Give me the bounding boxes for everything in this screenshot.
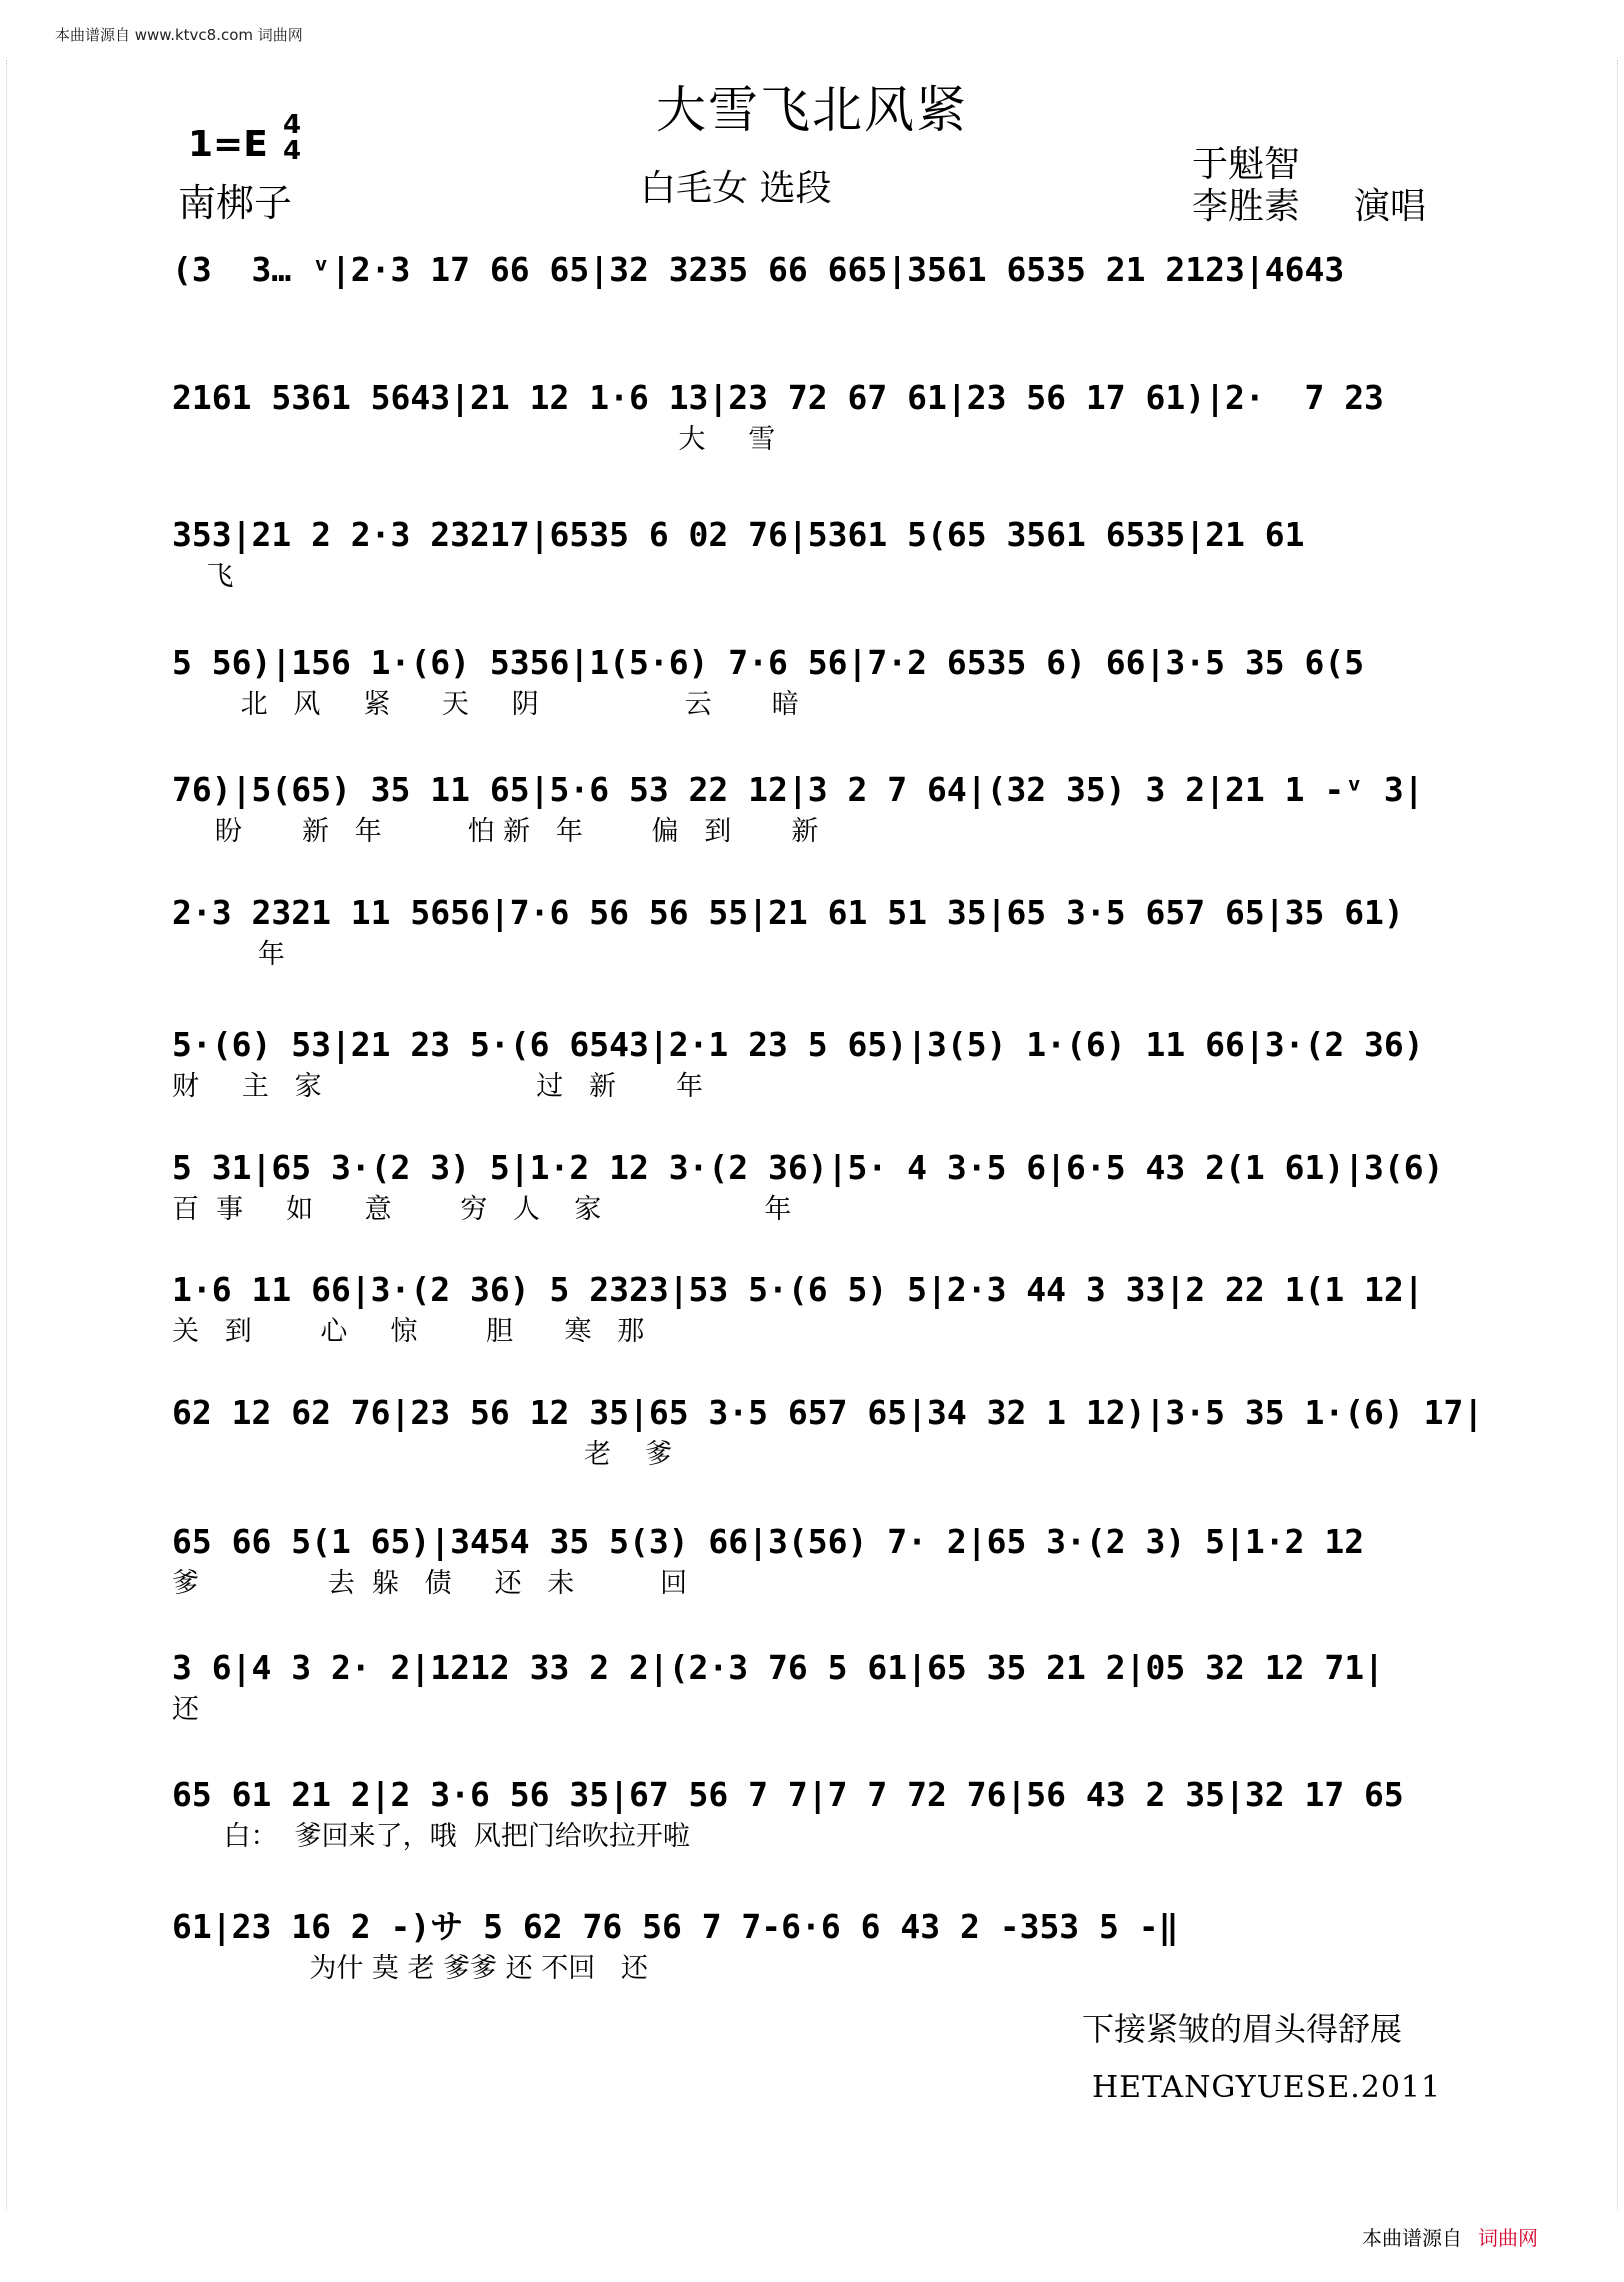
notation-line: 5 31|65 3·(2 3) 5|1·2 12 3·(2 36)|5· 4 3·5 6|6·5 43 2(1 61)|3(6) [172, 1148, 1444, 1187]
notation-line: (3 3… ᵛ|2·3 17 66 65|32 3235 66 665|3561 6535 21 2123|4643 [172, 250, 1345, 289]
notation-line: 5·(6) 53|21 23 5·(6 6543|2·1 23 5 65)|3(5) 1·(6) 11 66|3·(2 36) [172, 1025, 1424, 1064]
notation-line: 3 6|4 3 2· 2|1212 33 2 2|(2·3 76 5 61|65 35 21 2|05 32 12 71| [172, 1648, 1384, 1687]
notation-line: 76)|5(65) 35 11 65|5·6 53 22 12|3 2 7 64|(32 35) 3 2|21 1 -ᵛ 3| [172, 770, 1424, 809]
notation-line: 65 61 21 2|2 3·6 56 35|67 56 7 7|7 7 72 76|56 43 2 35|32 17 65 [172, 1775, 1404, 1814]
lyrics-line: 盼 新 年 怕 新 年 偏 到 新 [172, 816, 819, 847]
lyrics-line: 还 [172, 1694, 199, 1725]
performer-role: 演唱 [1354, 186, 1427, 227]
staff-line [172, 1270, 1462, 1348]
staff-line [172, 1775, 1462, 1853]
staff-line [172, 1522, 1462, 1600]
notation-line: 2161 5361 5643|21 12 1·6 13|23 72 67 61|23 56 17 61)|2· 7 23 [172, 378, 1384, 417]
notation-line: 1·6 11 66|3·(2 36) 5 2323|53 5·(6 5) 5|2·3 44 3 33|2 22 1(1 12| [172, 1270, 1424, 1309]
continuation-note: 下接紧皱的眉头得舒展 [1082, 2010, 1403, 2048]
notation-line: 353|21 2 2·3 23217|6535 6 02 76|5361 5(65 3561 6535|21 61 [172, 515, 1305, 554]
opera-style: 南梆子 [178, 181, 293, 225]
lyrics-line: 为什 莫 老 爹爹 还 不回 还 [172, 1953, 648, 1984]
staff-line [172, 1648, 1462, 1726]
staff-line [172, 1148, 1462, 1226]
footer-site-link[interactable]: 词曲网 [1478, 2226, 1538, 2250]
staff-line [172, 1393, 1484, 1471]
lyrics-line: 爹 去 躲 债 还 未 回 [172, 1568, 688, 1599]
lyrics-line: 大 雪 [172, 424, 776, 455]
notation-line: 5 56)|156 1·(6) 5356|1(5·6) 7·6 56|7·2 6535 6) 66|3·5 35 6(5 [172, 643, 1365, 682]
staff-line [172, 250, 1462, 296]
notation-line: 2·3 2321 11 5656|7·6 56 56 55|21 61 51 35|65 3·5 657 65|35 61) [172, 893, 1404, 932]
transcriber-credit: HETANGYUESE.2011 [1092, 2070, 1442, 2105]
notation-line: 61|23 16 2 -)サ 5 62 76 56 7 7-6·6 6 43 2 -353 5 -‖ [172, 1907, 1179, 1946]
lyrics-line: 北 风 紧 天 阴 云 暗 [172, 689, 799, 720]
song-title: 大雪飞北风紧 [656, 81, 968, 139]
notation-line: 65 66 5(1 65)|3454 35 5(3) 66|3(56) 7· 2|65 3·(2 3) 5|1·2 12 [172, 1522, 1365, 1561]
footer-source: 本曲谱源自 [1362, 2226, 1462, 2250]
notation-line: 62 12 62 76|23 56 12 35|65 3·5 657 65|34 32 1 12)|3·5 35 1·(6) 17| [172, 1393, 1484, 1432]
staff-line [172, 378, 1462, 456]
lyrics-line: 老 爹 [172, 1439, 673, 1470]
staff-line [172, 1025, 1462, 1103]
lyrics-line: 年 [172, 939, 285, 970]
lyrics-line: 关 到 心 惊 胆 寒 那 [172, 1316, 645, 1347]
staff-line [172, 515, 1462, 593]
lyrics-line: 飞 [172, 561, 234, 592]
footer [1362, 2222, 1538, 2251]
right-watermark-strip [1601, 60, 1618, 2210]
staff-line [172, 643, 1462, 721]
lyrics-line: 白： 爹回来了，哦 风把门给吹拉开啦 [172, 1821, 690, 1852]
performer-1: 于魁智 [1192, 144, 1301, 185]
staff-line [172, 893, 1462, 971]
time-signature-top: 4 [283, 110, 302, 140]
lyrics-line: 百 事 如 意 穷 人 家 年 [172, 1194, 792, 1225]
lyrics-line: 财 主 家 过 新 年 [172, 1071, 704, 1102]
source-header: 本曲谱源自 www.ktvc8.com 词曲网 [55, 26, 303, 44]
staff-line [172, 1907, 1462, 1985]
key-signature: 1=E [188, 124, 268, 165]
left-watermark-strip [6, 60, 23, 2210]
time-signature-bottom: 4 [283, 136, 302, 166]
time-signature [283, 112, 301, 164]
subtitle: 白毛女 选段 [640, 168, 832, 209]
staff-line [172, 770, 1462, 848]
performer-2: 李胜素 [1192, 186, 1301, 227]
